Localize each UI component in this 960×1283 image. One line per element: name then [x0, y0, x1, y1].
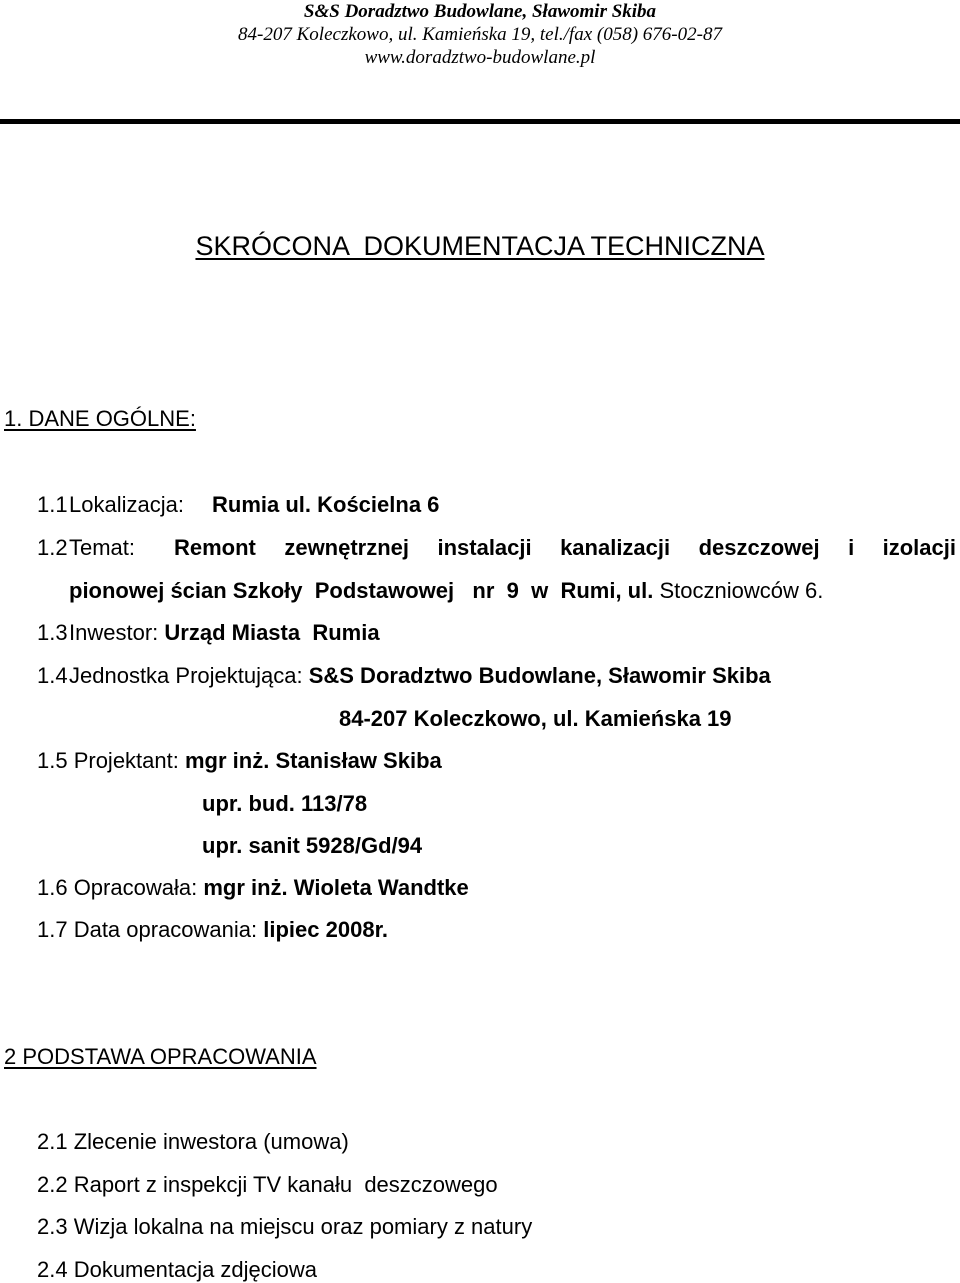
item-1-6-label: 1.6 Opracowała: [37, 875, 198, 900]
topic-word: deszczowej [698, 535, 820, 560]
item-1-4-value: S&S Doradztwo Budowlane, Sławomir Skiba [308, 663, 771, 688]
item-1-2-label: Temat: [69, 535, 136, 560]
list-item: 2.4 Dokumentacja zdjęciowa [37, 1257, 318, 1282]
item-1-3-label: Inwestor: [69, 620, 159, 645]
item-1-5-license-1: upr. bud. 113/78 [202, 791, 368, 816]
letterhead-address: 84-207 Koleczkowo, ul. Kamieńska 19, tel./fax (058) 676-02-87 [238, 24, 722, 45]
item-1-4-address: 84-207 Koleczkowo, ul. Kamieńska 19 [339, 706, 732, 731]
document-title: SKRÓCONA DOKUMENTACJA TECHNICZNA [195, 231, 765, 261]
list-item: 2.1 Zlecenie inwestora (umowa) [37, 1129, 349, 1154]
topic-word: instalacji [437, 535, 532, 560]
section1-heading: 1. DANE OGÓLNE: [4, 406, 196, 431]
topic-street: Stoczniowców 6. [659, 578, 824, 603]
topic-continuation: pionowej ścian Szkoły Podstawowej nr 9 w Rumi, ul. [69, 578, 654, 603]
item-1-2-topic-line1 [174, 535, 956, 561]
item-1-1-value: Rumia ul. Kościelna 6 [212, 492, 440, 517]
item-1-5-line [37, 748, 442, 774]
item-1-5-license-2: upr. sanit 5928/Gd/94 [202, 833, 423, 858]
item-1-5-label: 1.5 Projektant: [37, 748, 179, 773]
item-1-6-line [37, 875, 469, 901]
item-1-1-label: Lokalizacja: [69, 492, 184, 517]
item-1-3-number: 1.3 [37, 620, 68, 645]
list-item: 2.3 Wizja lokalna na miejscu oraz pomiary z natury [37, 1214, 533, 1239]
item-1-7-label: 1.7 Data opracowania: [37, 917, 258, 942]
topic-word: kanalizacji [560, 535, 671, 560]
item-1-4-label: Jednostka Projektująca: [69, 663, 303, 688]
item-1-2-number: 1.2 [37, 535, 68, 560]
item-1-2-topic-line2 [69, 578, 823, 604]
topic-word: zewnętrznej [284, 535, 410, 560]
item-1-6-value: mgr inż. Wioleta Wandtke [203, 875, 469, 900]
topic-word: i [848, 535, 855, 560]
section2-heading: 2 PODSTAWA OPRACOWANIA [4, 1044, 317, 1069]
header-rule [0, 119, 960, 124]
topic-word: Remont [174, 535, 256, 560]
topic-word: izolacji [882, 535, 956, 560]
item-1-4-number: 1.4 [37, 663, 68, 688]
item-1-4-line [69, 663, 771, 689]
item-1-7-value: lipiec 2008r. [263, 917, 389, 942]
item-1-7-line [37, 917, 388, 943]
item-1-3-line [69, 620, 380, 646]
list-item: 2.2 Raport z inspekcji TV kanału deszczowego [37, 1172, 498, 1197]
letterhead-company: S&S Doradztwo Budowlane, Sławomir Skiba [303, 1, 657, 22]
item-1-5-value: mgr inż. Stanisław Skiba [185, 748, 442, 773]
item-1-1-number: 1.1 [37, 492, 68, 517]
item-1-3-value: Urząd Miasta Rumia [164, 620, 380, 645]
letterhead-website: www.doradztwo-budowlane.pl [364, 47, 596, 68]
